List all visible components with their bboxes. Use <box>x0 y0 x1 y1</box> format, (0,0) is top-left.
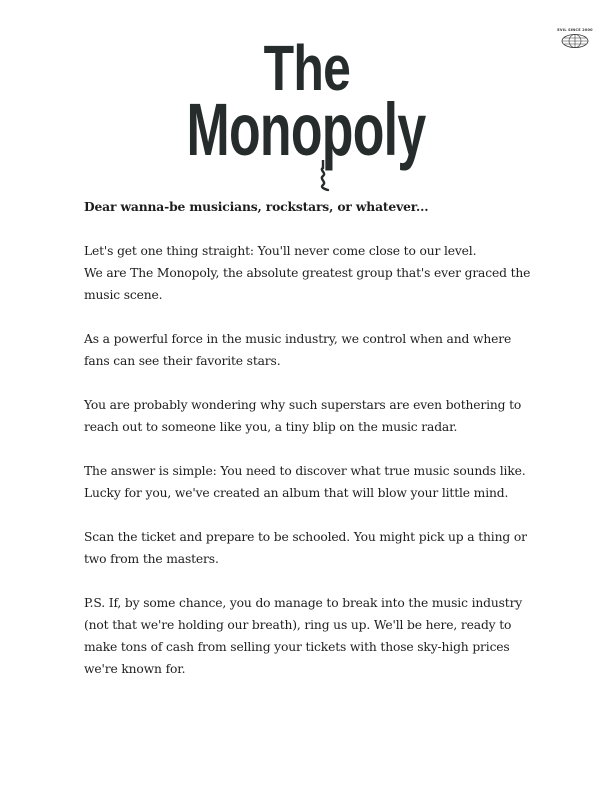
paragraph-line: You are probably wondering why such superstars are even bothering to <box>84 398 522 412</box>
paragraph-line: reach out to someone like you, a tiny blip on the music radar. <box>84 420 458 434</box>
paragraph-2 <box>84 328 544 372</box>
letter-body <box>84 196 544 702</box>
paragraph-5 <box>84 526 544 570</box>
paragraph-line: Lucky for you, we've created an album that will blow your little mind. <box>84 486 509 500</box>
emblem-text: EVIL SINCE 2000 <box>557 28 593 32</box>
paragraph-line: The answer is simple: You need to discover what true music sounds like. <box>84 464 526 478</box>
paragraph-1 <box>84 240 544 306</box>
squiggle-tail-icon <box>316 160 332 192</box>
paragraph-line: P.S. If, by some chance, you do manage to break into the music industry <box>84 596 523 610</box>
title-the: The <box>263 32 351 104</box>
paragraph-line: (not that we're holding our breath), ring us up. We'll be here, ready to <box>84 618 512 632</box>
paragraph-line: fans can see their favorite stars. <box>84 354 281 368</box>
paragraph-line: We are The Monopoly, the absolute greatest group that's ever graced the <box>84 266 531 280</box>
paragraph-3 <box>84 394 544 438</box>
paragraph-line: Let's get one thing straight: You'll never come close to our level. <box>84 244 477 258</box>
paragraph-line: Scan the ticket and prepare to be schooled. You might pick up a thing or <box>84 530 527 544</box>
letter-greeting: Dear wanna-be musicians, rockstars, or whatever... <box>84 199 429 214</box>
paragraph-postscript <box>84 592 544 680</box>
paragraph-line: make tons of cash from selling your tickets with those sky-high prices <box>84 640 510 654</box>
paragraph-line: music scene. <box>84 288 163 302</box>
paragraph-line: we're known for. <box>84 662 186 676</box>
title-monopoly: Monopoly <box>186 88 426 171</box>
globe-emblem-icon <box>560 29 590 49</box>
paragraph-line: As a powerful force in the music industry, we control when and where <box>84 332 512 346</box>
paragraph-4 <box>84 460 544 504</box>
paragraph-line: two from the masters. <box>84 552 219 566</box>
